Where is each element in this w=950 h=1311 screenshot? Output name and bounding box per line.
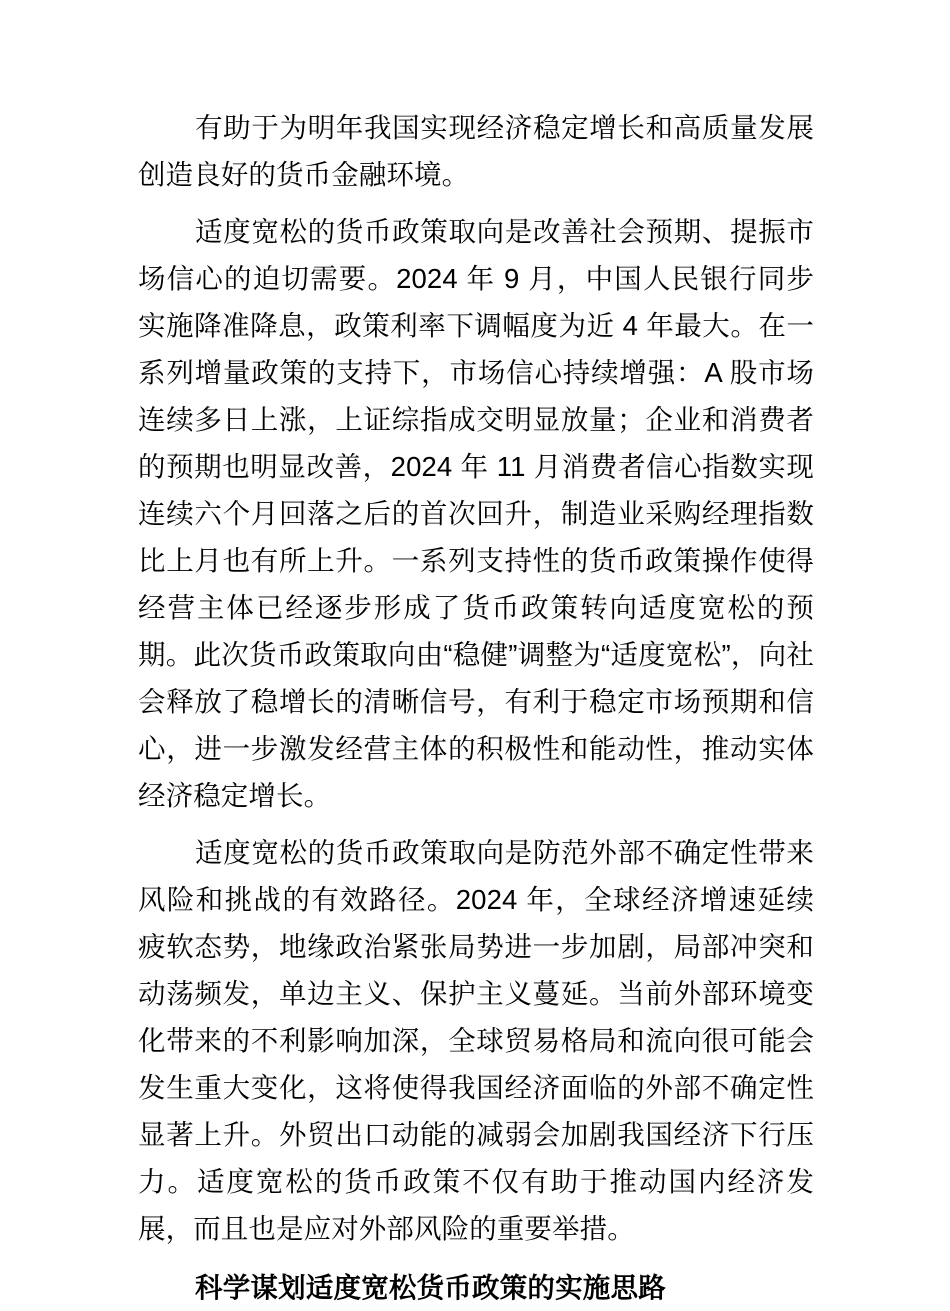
- heading-implementation-approach: 科学谋划适度宽松货币政策的实施思路: [195, 1272, 666, 1303]
- text-column: [138, 104, 814, 1311]
- paragraph-external-risk: 适度宽松的货币政策取向是防范外部不确定性带来风险和挑战的有效路径。2024 年，全球经济增速延续疲软态势，地缘政治紧张局势进一步加剧，局部冲突和动荡频发，单边主义、保护主义蔓延。当前外部环境变化带来的不利影响加深，全球贸易格局和流向很可能会发生重大变化，这将使得我国经济面临的外部不确定性显著上升。外贸出口动能的减弱会加剧我国经济下行压力。适度宽松的货币政策不仅有助于推动国内经济发展，而且也是应对外部风险的重要举措。: [138, 837, 814, 1244]
- paragraph-continuation: 有助于为明年我国实现经济稳定增长和高质量发展创造良好的货币金融环境。: [138, 112, 814, 190]
- paragraph-market-confidence: 适度宽松的货币政策取向是改善社会预期、提振市场信心的迫切需要。2024 年 9 月，中国人民银行同步实施降准降息，政策利率下调幅度为近 4 年最大。在一系列增量政策的支持下，市场信心持续增强：A 股市场连续多日上涨，上证综指成交明显放量；企业和消费者的预期也明显改善，2024 年 11 月消费者信心指数实现连续六个月回落之后的首次回升，制造业采购经理指数比上月也有所上升。一系列支持性的货币政策操作使得经营主体已经逐步形成了货币政策转向适度宽松的预期。此次货币政策取向由“稳健”调整为“适度宽松”，向社会释放了稳增长的清晰信号，有利于稳定市场预期和信心，进一步激发经营主体的积极性和能动性，推动实体经济稳定增长。: [138, 216, 814, 811]
